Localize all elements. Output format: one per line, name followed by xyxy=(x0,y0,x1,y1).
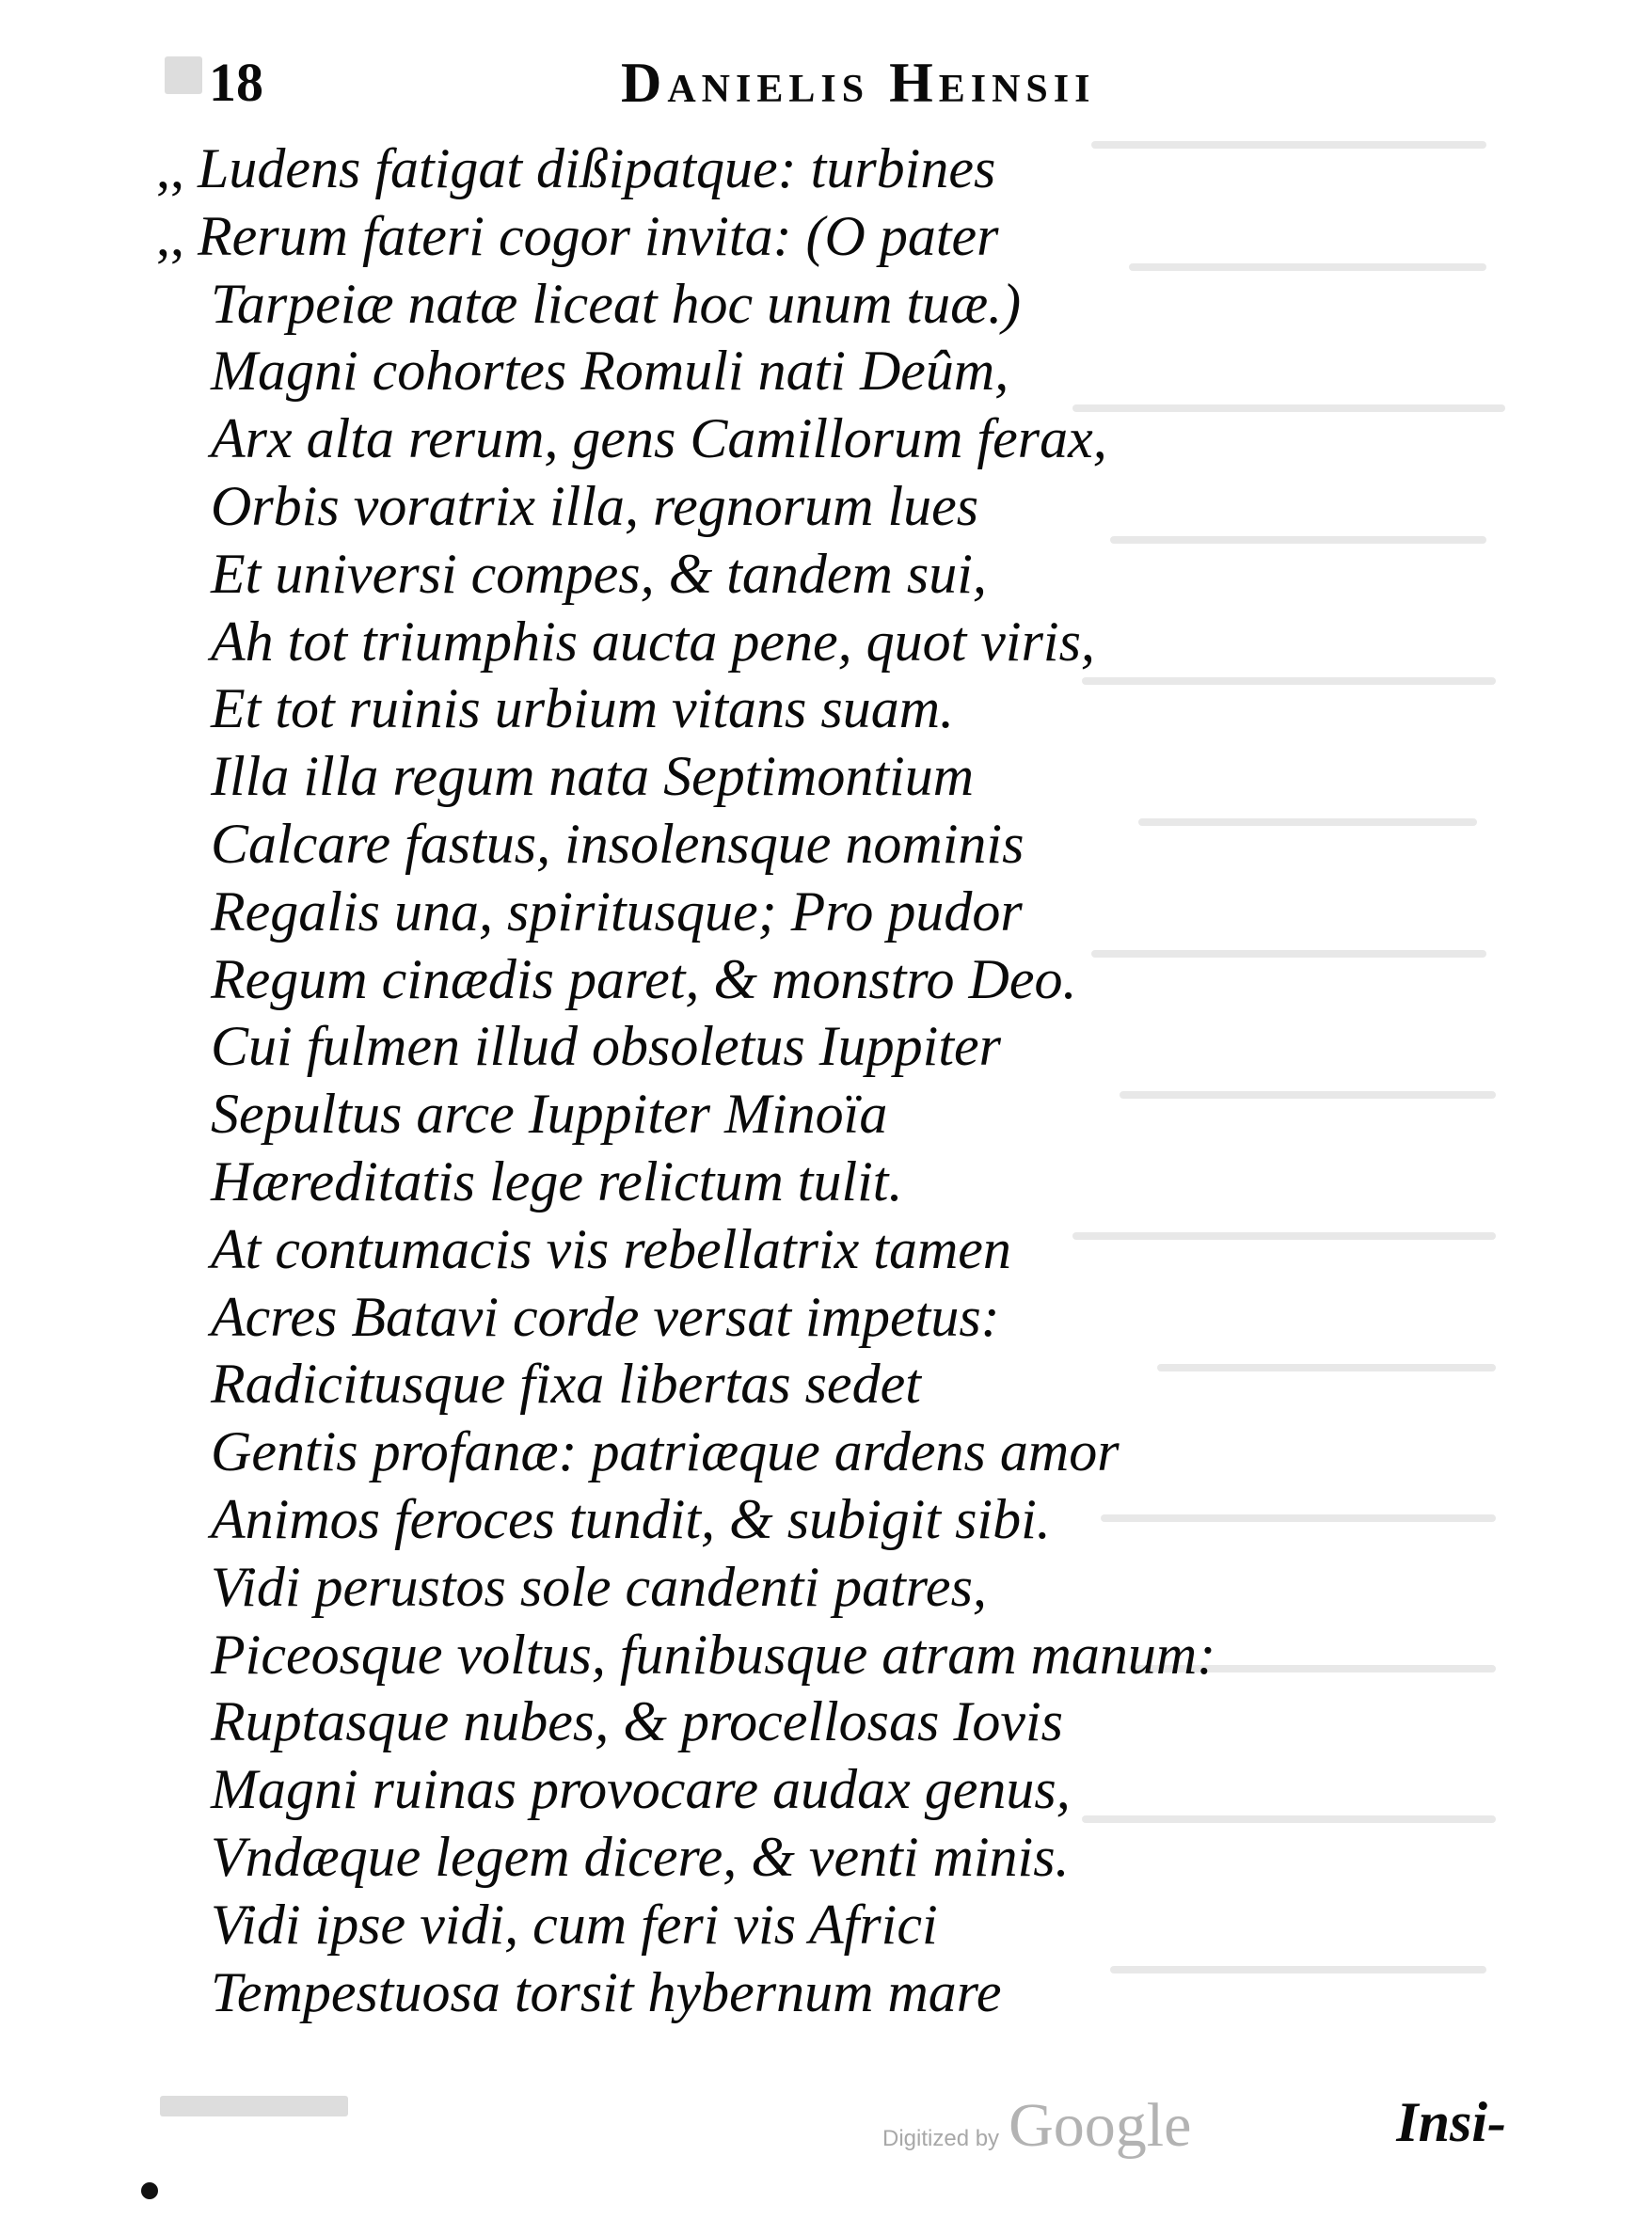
verse-line xyxy=(156,203,1279,271)
verse-text: Regalis una, spiritusque; Pro pudor xyxy=(211,880,1023,943)
verse-text: Animos feroces tundit, & subigit sibi. xyxy=(211,1487,1051,1550)
digitized-watermark xyxy=(882,2090,1191,2165)
verse-text: Ludens fatigat dißipatque: turbines xyxy=(198,137,996,199)
verse-line xyxy=(198,1284,1279,1352)
verse-text: Cui fulmen illud obsoletus Iuppiter xyxy=(211,1015,1001,1078)
margin-smudge xyxy=(160,2096,348,2116)
verse-line xyxy=(198,1486,1279,1554)
verse-line xyxy=(198,1554,1279,1622)
verse-line xyxy=(198,946,1279,1014)
verse-text: Et universi compes, & tandem sui, xyxy=(211,542,987,605)
verse-line xyxy=(198,1216,1279,1284)
verse-text: Calcare fastus, insolensque nominis xyxy=(211,812,1025,875)
verse-line xyxy=(198,1013,1279,1081)
verse-line xyxy=(198,1622,1279,1689)
verse-line xyxy=(198,1149,1279,1216)
quote-mark: ,, xyxy=(156,137,184,199)
verse-line xyxy=(198,1081,1279,1149)
verse-text: Gentis profanæ: patriæque ardens amor xyxy=(211,1420,1120,1483)
google-logo: Google xyxy=(1009,2091,1192,2160)
verse-text: Magni ruinas provocare audax genus, xyxy=(211,1758,1071,1821)
verse-line xyxy=(198,1351,1279,1419)
verse-text: Acres Batavi corde versat impetus: xyxy=(211,1285,1000,1348)
verse-text: Ruptasque nubes, & procellosas Iovis xyxy=(211,1690,1064,1753)
catchword: Insi- xyxy=(1396,2091,1506,2153)
verse-line xyxy=(198,473,1279,541)
verse-text: Vndæque legem dicere, & venti minis. xyxy=(211,1825,1070,1888)
verse-block xyxy=(156,135,1279,2026)
verse-line xyxy=(198,811,1279,879)
verse-text: Rerum fateri cogor invita: (O pater xyxy=(198,204,999,267)
verse-line xyxy=(198,609,1279,676)
running-head: Danielis Heinsii xyxy=(621,52,1096,114)
page-number: 18 xyxy=(209,52,263,113)
verse-line xyxy=(198,1756,1279,1824)
verse-text: Arx alta rerum, gens Camillorum ferax, xyxy=(211,407,1107,470)
verse-text: Magni cohortes Romuli nati Deûm, xyxy=(211,340,1009,403)
verse-line xyxy=(198,675,1279,743)
quote-mark: ,, xyxy=(156,204,184,267)
verse-text: Ah tot triumphis aucta pene, quot viris, xyxy=(211,610,1095,673)
verse-line xyxy=(198,271,1279,339)
verse-text: Vidi perustos sole candenti patres, xyxy=(211,1555,987,1618)
margin-smudge xyxy=(165,56,202,94)
verse-line xyxy=(198,1419,1279,1486)
verse-line xyxy=(198,1959,1279,2027)
verse-line xyxy=(198,743,1279,811)
page-header xyxy=(0,45,1652,120)
verse-text: Radicitusque fixa libertas sedet xyxy=(211,1353,921,1416)
verse-text: Hæreditatis lege relictum tulit. xyxy=(211,1149,903,1213)
verse-text: Piceosque voltus, funibusque atram manum: xyxy=(211,1623,1216,1686)
verse-text: Tempestuosa torsit hybernum mare xyxy=(211,1960,1002,2023)
ink-dot xyxy=(141,2182,158,2199)
verse-text: At contumacis vis rebellatrix tamen xyxy=(211,1217,1011,1280)
verse-text: Illa illa regum nata Septimontium xyxy=(211,745,975,808)
digitized-by-label: Digitized by xyxy=(882,2126,1000,2151)
verse-text: Vidi ipse vidi, cum feri vis Africi xyxy=(211,1893,938,1956)
verse-text: Regum cinædis paret, & monstro Deo. xyxy=(211,947,1077,1010)
verse-line xyxy=(198,405,1279,473)
verse-line xyxy=(198,1892,1279,1959)
verse-text: Sepultus arce Iuppiter Minoïa xyxy=(211,1083,888,1146)
verse-line xyxy=(198,879,1279,946)
verse-line xyxy=(156,135,1279,203)
verse-line xyxy=(198,338,1279,405)
verse-text: Et tot ruinis urbium vitans suam. xyxy=(211,677,955,740)
verse-line xyxy=(198,541,1279,609)
verse-line xyxy=(198,1688,1279,1756)
verse-line xyxy=(198,1824,1279,1892)
verse-text: Tarpeiæ natæ liceat hoc unum tuæ.) xyxy=(211,272,1022,335)
verse-text: Orbis voratrix illa, regnorum lues xyxy=(211,474,979,537)
